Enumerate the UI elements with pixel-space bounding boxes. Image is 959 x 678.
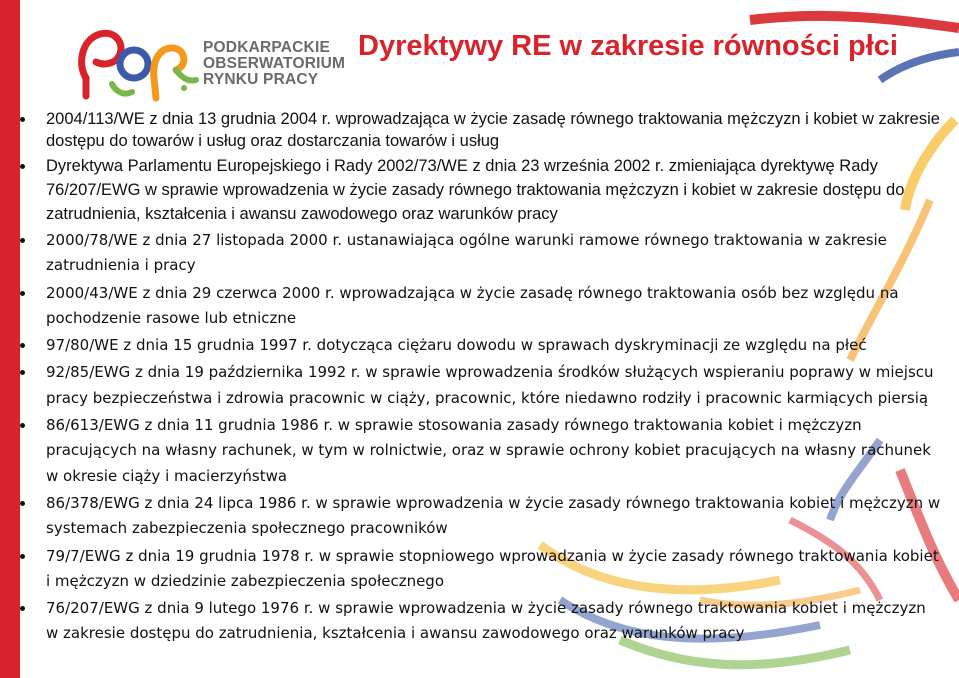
list-item-text: 2000/43/WE z dnia 29 czerwca 2000 r. wprowadzająca w życie zasadę równego traktowania osób bez względu na pochodzenie rasowe lub etniczne <box>46 283 899 327</box>
list-item-text: 2004/113/WE z dnia 13 grudnia 2004 r. wprowadzająca w życie zasadę równego traktowania mężczyzn i kobiet w zakresie dostępu do towarów i usług oraz dostarczania towarów i usług <box>46 110 940 150</box>
logo-text <box>203 40 345 88</box>
bullet-icon <box>20 343 25 348</box>
list-item <box>0 154 959 226</box>
porp-logo <box>72 26 202 104</box>
list-item-text: 2000/78/WE z dnia 27 listopada 2000 r. ustanawiająca ogólne warunki ramowe równego traktowania w zakresie zatrudnienia i pracy <box>46 231 887 275</box>
list-item-text: Dyrektywa Parlamentu Europejskiego i Rady 2002/73/WE z dnia 23 września 2002 r. zmieniająca dyrektywę Rady 76/207/EWG w sprawie wprowadzenia w życie zasady równego traktowania mężczyzn i kobiet w zakresie dostępu do zatrudnienia, kształcenia i awansu zawodowego oraz warunków pracy <box>46 157 905 223</box>
list-item <box>0 333 959 358</box>
list-item <box>0 544 959 595</box>
logo-line-2: OBSERWATORIUM <box>203 55 346 72</box>
bullet-icon <box>20 117 25 122</box>
list-item <box>0 413 959 489</box>
logo-line-1: PODKARPACKIE <box>203 39 330 56</box>
bullet-icon <box>20 606 25 611</box>
logo-line-3: RYNKU PRACY <box>203 71 319 88</box>
list-item-text: 76/207/EWG z dnia 9 lutego 1976 r. w sprawie wprowadzenia w życie zasady równego traktowania kobiet i mężczyzn w zakresie dostępu do zatrudnienia, kształcenia i awansu zawodowego oraz warunków pracy <box>46 599 926 643</box>
list-item-text: 79/7/EWG z dnia 19 grudnia 1978 r. w sprawie stopniowego wprowadzania w życie zasady równego traktowania kobiet i mężczyzn w dziedzinie zabezpieczenia społecznego <box>46 546 939 590</box>
list-item <box>0 596 959 647</box>
list-item-text: 86/613/EWG z dnia 11 grudnia 1986 r. w sprawie stosowania zasady równego traktowania kobiet i mężczyzn pracujących na własny rachunek, w tym w rolnictwie, oraz w sprawie ochrony kobiet pracujących na własny rachunek w okresie ciąży i macierzyństwa <box>46 416 931 485</box>
bullet-icon <box>20 554 25 559</box>
list-item <box>0 281 959 332</box>
list-item <box>0 491 959 542</box>
bullet-icon <box>20 238 25 243</box>
page-title: Dyrektywy RE w zakresie równości płci <box>358 30 898 62</box>
list-item-text: 86/378/EWG z dnia 24 lipca 1986 r. w sprawie wprowadzenia w życie zasady równego traktowania kobiet i mężczyzn w systemach zabezpieczenia społecznego pracowników <box>46 493 941 538</box>
list-item <box>0 108 959 152</box>
bullet-icon <box>20 501 25 506</box>
list-item <box>0 360 959 411</box>
bullet-icon <box>20 291 25 296</box>
directive-list <box>0 108 959 649</box>
bullet-icon <box>20 423 25 428</box>
list-item <box>0 228 959 279</box>
bullet-icon <box>20 164 25 169</box>
list-item-text: 92/85/EWG z dnia 19 października 1992 r. w sprawie wprowadzenia środków służących wspieraniu poprawy w miejscu pracy bezpieczeństwa i zdrowia pracownic w ciąży, pracownic, które niedawno rodziły i pracownic karmiących piersią <box>46 363 934 407</box>
list-item-text: 97/80/WE z dnia 15 grudnia 1997 r. dotycząca ciężaru dowodu w sprawach dyskryminacji ze względu na płeć <box>46 336 867 355</box>
bullet-icon <box>20 370 25 375</box>
